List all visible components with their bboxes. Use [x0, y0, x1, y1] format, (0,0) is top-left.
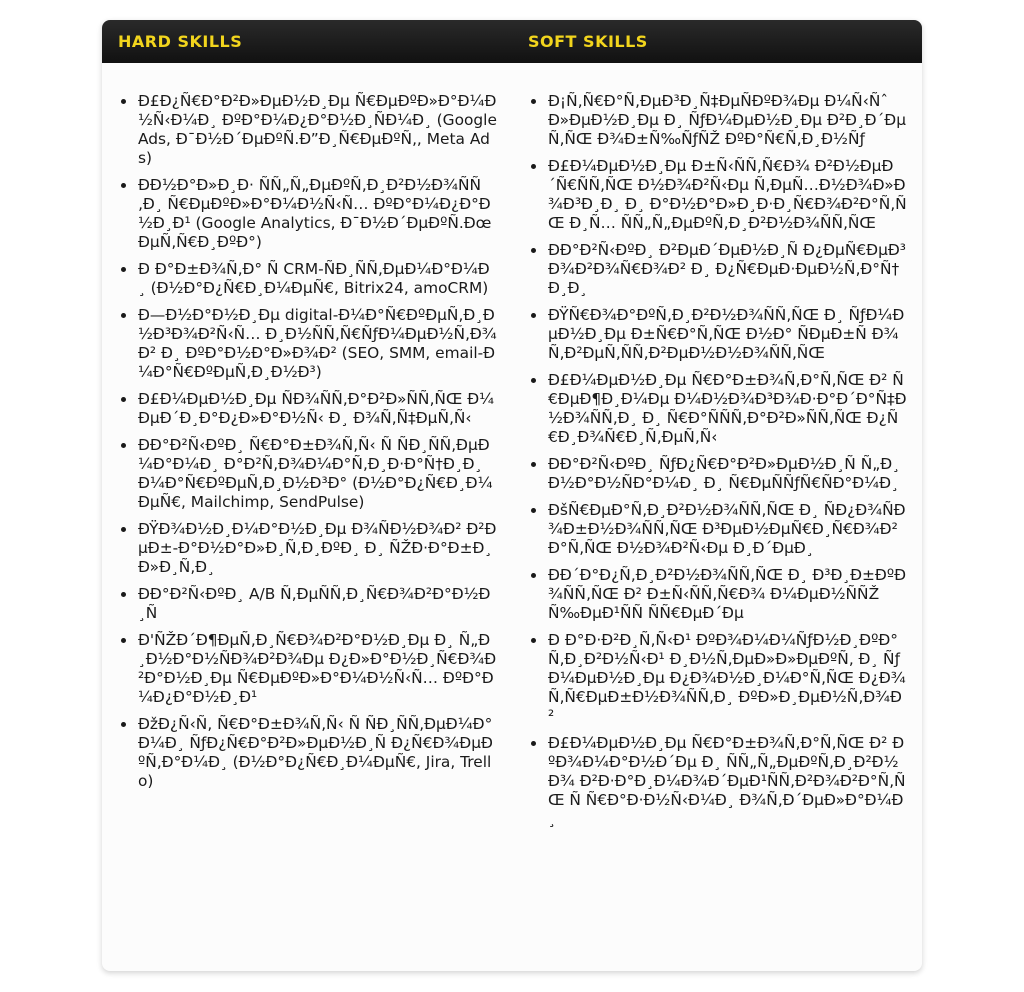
- hard-skill-item: ÐÐ°Ð²Ñ‹ÐºÐ¸ Ñ€Ð°Ð±Ð¾Ñ‚Ñ‹ Ñ ÑÐ¸ÑÑ‚ÐµÐ¼Ð°Ð¼Ð¸ Ð°Ð²Ñ‚Ð¾Ð¼Ð°Ñ‚Ð¸Ð·Ð°Ñ†Ð¸Ð¸ Ð¼Ð°Ñ€ÐºÐµÑ‚Ð¸Ð½Ð³Ð° (Ð½Ð°Ð¿Ñ€Ð¸Ð¼ÐµÑ€, Mailchimp, SendPulse): [138, 436, 497, 512]
- soft-skills-column: [512, 92, 907, 837]
- hard-skill-item: Ð—Ð½Ð°Ð½Ð¸Ðµ digital-Ð¼Ð°Ñ€ÐºÐµÑ‚Ð¸Ð½Ð³Ð¾Ð²Ñ‹Ñ… Ð¸Ð½ÑÑ‚Ñ€ÑƒÐ¼ÐµÐ½Ñ‚Ð¾Ð² Ð¸ ÐºÐ°Ð½Ð°Ð»Ð¾Ð² (SEO, SMM, email-Ð¼Ð°Ñ€ÐºÐµÑ‚Ð¸Ð½Ð³): [138, 306, 497, 381]
- skills-card: [102, 20, 922, 971]
- soft-skills-title: SOFT SKILLS: [528, 32, 648, 51]
- soft-skill-item: ÐšÑ€ÐµÐ°Ñ‚Ð¸Ð²Ð½Ð¾ÑÑ‚ÑŒ Ð¸ ÑÐ¿Ð¾ÑÐ¾Ð±Ð½Ð¾ÑÑ‚ÑŒ Ð³ÐµÐ½ÐµÑ€Ð¸Ñ€Ð¾Ð²Ð°Ñ‚ÑŒ Ð½Ð¾Ð²Ñ‹Ðµ Ð¸Ð´ÐµÐ¸: [548, 501, 906, 557]
- hard-skills-list: [102, 92, 497, 791]
- hard-skills-title: HARD SKILLS: [118, 32, 243, 51]
- hard-skill-item: ÐÐ½Ð°Ð»Ð¸Ð· ÑÑ„Ñ„ÐµÐºÑ‚Ð¸Ð²Ð½Ð¾ÑÑ‚Ð¸ Ñ€ÐµÐºÐ»Ð°Ð¼Ð½Ñ‹Ñ… ÐºÐ°Ð¼Ð¿Ð°Ð½Ð¸Ð¹ (Google Analytics, Ð¯Ð½Ð´ÐµÐºÑ.ÐœÐµÑ‚Ñ€Ð¸ÐºÐ°): [138, 176, 497, 252]
- hard-skill-item: ÐÐ°Ð²Ñ‹ÐºÐ¸ A/B Ñ‚ÐµÑÑ‚Ð¸Ñ€Ð¾Ð²Ð°Ð½Ð¸Ñ: [138, 585, 497, 623]
- soft-skill-item: ÐŸÑ€Ð¾Ð°ÐºÑ‚Ð¸Ð²Ð½Ð¾ÑÑ‚ÑŒ Ð¸ ÑƒÐ¼ÐµÐ½Ð¸Ðµ Ð±Ñ€Ð°Ñ‚ÑŒ Ð½Ð° ÑÐµÐ±Ñ Ð¾Ñ‚Ð²ÐµÑ‚ÑÑ‚Ð²ÐµÐ½Ð½Ð¾ÑÑ‚ÑŒ: [548, 306, 907, 363]
- skills-header: [102, 20, 922, 63]
- soft-skill-item: ÐÐ°Ð²Ñ‹ÐºÐ¸ ÑƒÐ¿Ñ€Ð°Ð²Ð»ÐµÐ½Ð¸Ñ Ñ„Ð¸Ð½Ð°Ð½ÑÐ°Ð¼Ð¸ Ð¸ Ñ€ÐµÑÑƒÑ€ÑÐ°Ð¼Ð¸: [548, 455, 907, 493]
- soft-skill-item: Ð¡Ñ‚Ñ€Ð°Ñ‚ÐµÐ³Ð¸Ñ‡ÐµÑÐºÐ¾Ðµ Ð¼Ñ‹ÑˆÐ»ÐµÐ½Ð¸Ðµ Ð¸ ÑƒÐ¼ÐµÐ½Ð¸Ðµ Ð²Ð¸Ð´ÐµÑ‚ÑŒ Ð¾Ð±Ñ‰ÑƒÑŽ ÐºÐ°Ñ€Ñ‚Ð¸Ð½Ñƒ: [548, 92, 907, 148]
- hard-skill-item: ÐŸÐ¾Ð½Ð¸Ð¼Ð°Ð½Ð¸Ðµ Ð¾ÑÐ½Ð¾Ð² Ð²ÐµÐ±-Ð°Ð½Ð°Ð»Ð¸Ñ‚Ð¸ÐºÐ¸ Ð¸ ÑŽÐ·Ð°Ð±Ð¸Ð»Ð¸Ñ‚Ð¸: [138, 520, 497, 576]
- soft-skill-item: Ð£Ð¼ÐµÐ½Ð¸Ðµ Ð±Ñ‹ÑÑ‚Ñ€Ð¾ Ð²Ð½ÐµÐ´Ñ€ÑÑ‚ÑŒ Ð½Ð¾Ð²Ñ‹Ðµ Ñ‚ÐµÑ…Ð½Ð¾Ð»Ð¾Ð³Ð¸Ð¸ Ð¸ Ð°Ð½Ð°Ð»Ð¸Ð·Ð¸Ñ€Ð¾Ð²Ð°Ñ‚ÑŒ Ð¸Ñ… ÑÑ„Ñ„ÐµÐºÑ‚Ð¸Ð²Ð½Ð¾ÑÑ‚ÑŒ: [548, 157, 907, 232]
- soft-skills-list: [512, 92, 907, 829]
- hard-skill-item: Ð Ð°Ð±Ð¾Ñ‚Ð° Ñ CRM-ÑÐ¸ÑÑ‚ÐµÐ¼Ð°Ð¼Ð¸ (Ð½Ð°Ð¿Ñ€Ð¸Ð¼ÐµÑ€, Bitrix24, amoCRM): [138, 260, 497, 298]
- hard-skill-item: Ð'ÑŽÐ´Ð¶ÐµÑ‚Ð¸Ñ€Ð¾Ð²Ð°Ð½Ð¸Ðµ Ð¸ Ñ„Ð¸Ð½Ð°Ð½ÑÐ¾Ð²Ð¾Ðµ Ð¿Ð»Ð°Ð½Ð¸Ñ€Ð¾Ð²Ð°Ð½Ð¸Ðµ Ñ€ÐµÐºÐ»Ð°Ð¼Ð½Ñ‹Ñ… ÐºÐ°Ð¼Ð¿Ð°Ð½Ð¸Ð¹: [138, 631, 497, 706]
- hard-skill-item: ÐžÐ¿Ñ‹Ñ‚ Ñ€Ð°Ð±Ð¾Ñ‚Ñ‹ Ñ ÑÐ¸ÑÑ‚ÐµÐ¼Ð°Ð¼Ð¸ ÑƒÐ¿Ñ€Ð°Ð²Ð»ÐµÐ½Ð¸Ñ Ð¿Ñ€Ð¾ÐµÐºÑ‚Ð°Ð¼Ð¸ (Ð½Ð°Ð¿Ñ€Ð¸Ð¼ÐµÑ€, Jira, Trello): [138, 715, 497, 791]
- hard-skill-item: Ð£Ð¿Ñ€Ð°Ð²Ð»ÐµÐ½Ð¸Ðµ Ñ€ÐµÐºÐ»Ð°Ð¼Ð½Ñ‹Ð¼Ð¸ ÐºÐ°Ð¼Ð¿Ð°Ð½Ð¸ÑÐ¼Ð¸ (Google Ads, Ð¯Ð½Ð´ÐµÐºÑ.Ð”Ð¸Ñ€ÐµÐºÑ‚, Meta Ads): [138, 92, 497, 167]
- hard-skills-column: [102, 92, 497, 799]
- hard-skill-item: Ð£Ð¼ÐµÐ½Ð¸Ðµ ÑÐ¾ÑÑ‚Ð°Ð²Ð»ÑÑ‚ÑŒ Ð¼ÐµÐ´Ð¸Ð°Ð¿Ð»Ð°Ð½Ñ‹ Ð¸ Ð¾Ñ‚Ñ‡ÐµÑ‚Ñ‹: [138, 390, 497, 428]
- soft-skill-item: Ð£Ð¼ÐµÐ½Ð¸Ðµ Ñ€Ð°Ð±Ð¾Ñ‚Ð°Ñ‚ÑŒ Ð² ÐºÐ¾Ð¼Ð°Ð½Ð´Ðµ Ð¸ ÑÑ„Ñ„ÐµÐºÑ‚Ð¸Ð²Ð½Ð¾ Ð²Ð·Ð°Ð¸Ð¼Ð¾Ð´ÐµÐ¹ÑÑ‚Ð²Ð¾Ð²Ð°Ñ‚ÑŒ Ñ Ñ€Ð°Ð·Ð½Ñ‹Ð¼Ð¸ Ð¾Ñ‚Ð´ÐµÐ»Ð°Ð¼Ð¸: [548, 734, 906, 828]
- soft-skill-item: Ð Ð°Ð·Ð²Ð¸Ñ‚Ñ‹Ð¹ ÐºÐ¾Ð¼Ð¼ÑƒÐ½Ð¸ÐºÐ°Ñ‚Ð¸Ð²Ð½Ñ‹Ð¹ Ð¸Ð½Ñ‚ÐµÐ»Ð»ÐµÐºÑ‚ Ð¸ ÑƒÐ¼ÐµÐ½Ð¸Ðµ Ð¿Ð¾Ð½Ð¸Ð¼Ð°Ñ‚ÑŒ Ð¿Ð¾Ñ‚Ñ€ÐµÐ±Ð½Ð¾ÑÑ‚Ð¸ ÐºÐ»Ð¸ÐµÐ½Ñ‚Ð¾Ð²: [548, 631, 906, 725]
- soft-skill-item: ÐÐ´Ð°Ð¿Ñ‚Ð¸Ð²Ð½Ð¾ÑÑ‚ÑŒ Ð¸ Ð³Ð¸Ð±ÐºÐ¾ÑÑ‚ÑŒ Ð² Ð±Ñ‹ÑÑ‚Ñ€Ð¾ Ð¼ÐµÐ½ÑÑŽÑ‰ÐµÐ¹ÑÑ ÑÑ€ÐµÐ´Ðµ: [548, 566, 907, 622]
- soft-skill-item: Ð£Ð¼ÐµÐ½Ð¸Ðµ Ñ€Ð°Ð±Ð¾Ñ‚Ð°Ñ‚ÑŒ Ð² Ñ€ÐµÐ¶Ð¸Ð¼Ðµ Ð¼Ð½Ð¾Ð³Ð¾Ð·Ð°Ð´Ð°Ñ‡Ð½Ð¾ÑÑ‚Ð¸ Ð¸ Ñ€Ð°ÑÑÑ‚Ð°Ð²Ð»ÑÑ‚ÑŒ Ð¿Ñ€Ð¸Ð¾Ñ€Ð¸Ñ‚ÐµÑ‚Ñ‹: [548, 371, 907, 446]
- soft-skill-item: ÐÐ°Ð²Ñ‹ÐºÐ¸ Ð²ÐµÐ´ÐµÐ½Ð¸Ñ Ð¿ÐµÑ€ÐµÐ³Ð¾Ð²Ð¾Ñ€Ð¾Ð² Ð¸ Ð¿Ñ€ÐµÐ·ÐµÐ½Ñ‚Ð°Ñ†Ð¸Ð¸: [548, 241, 906, 297]
